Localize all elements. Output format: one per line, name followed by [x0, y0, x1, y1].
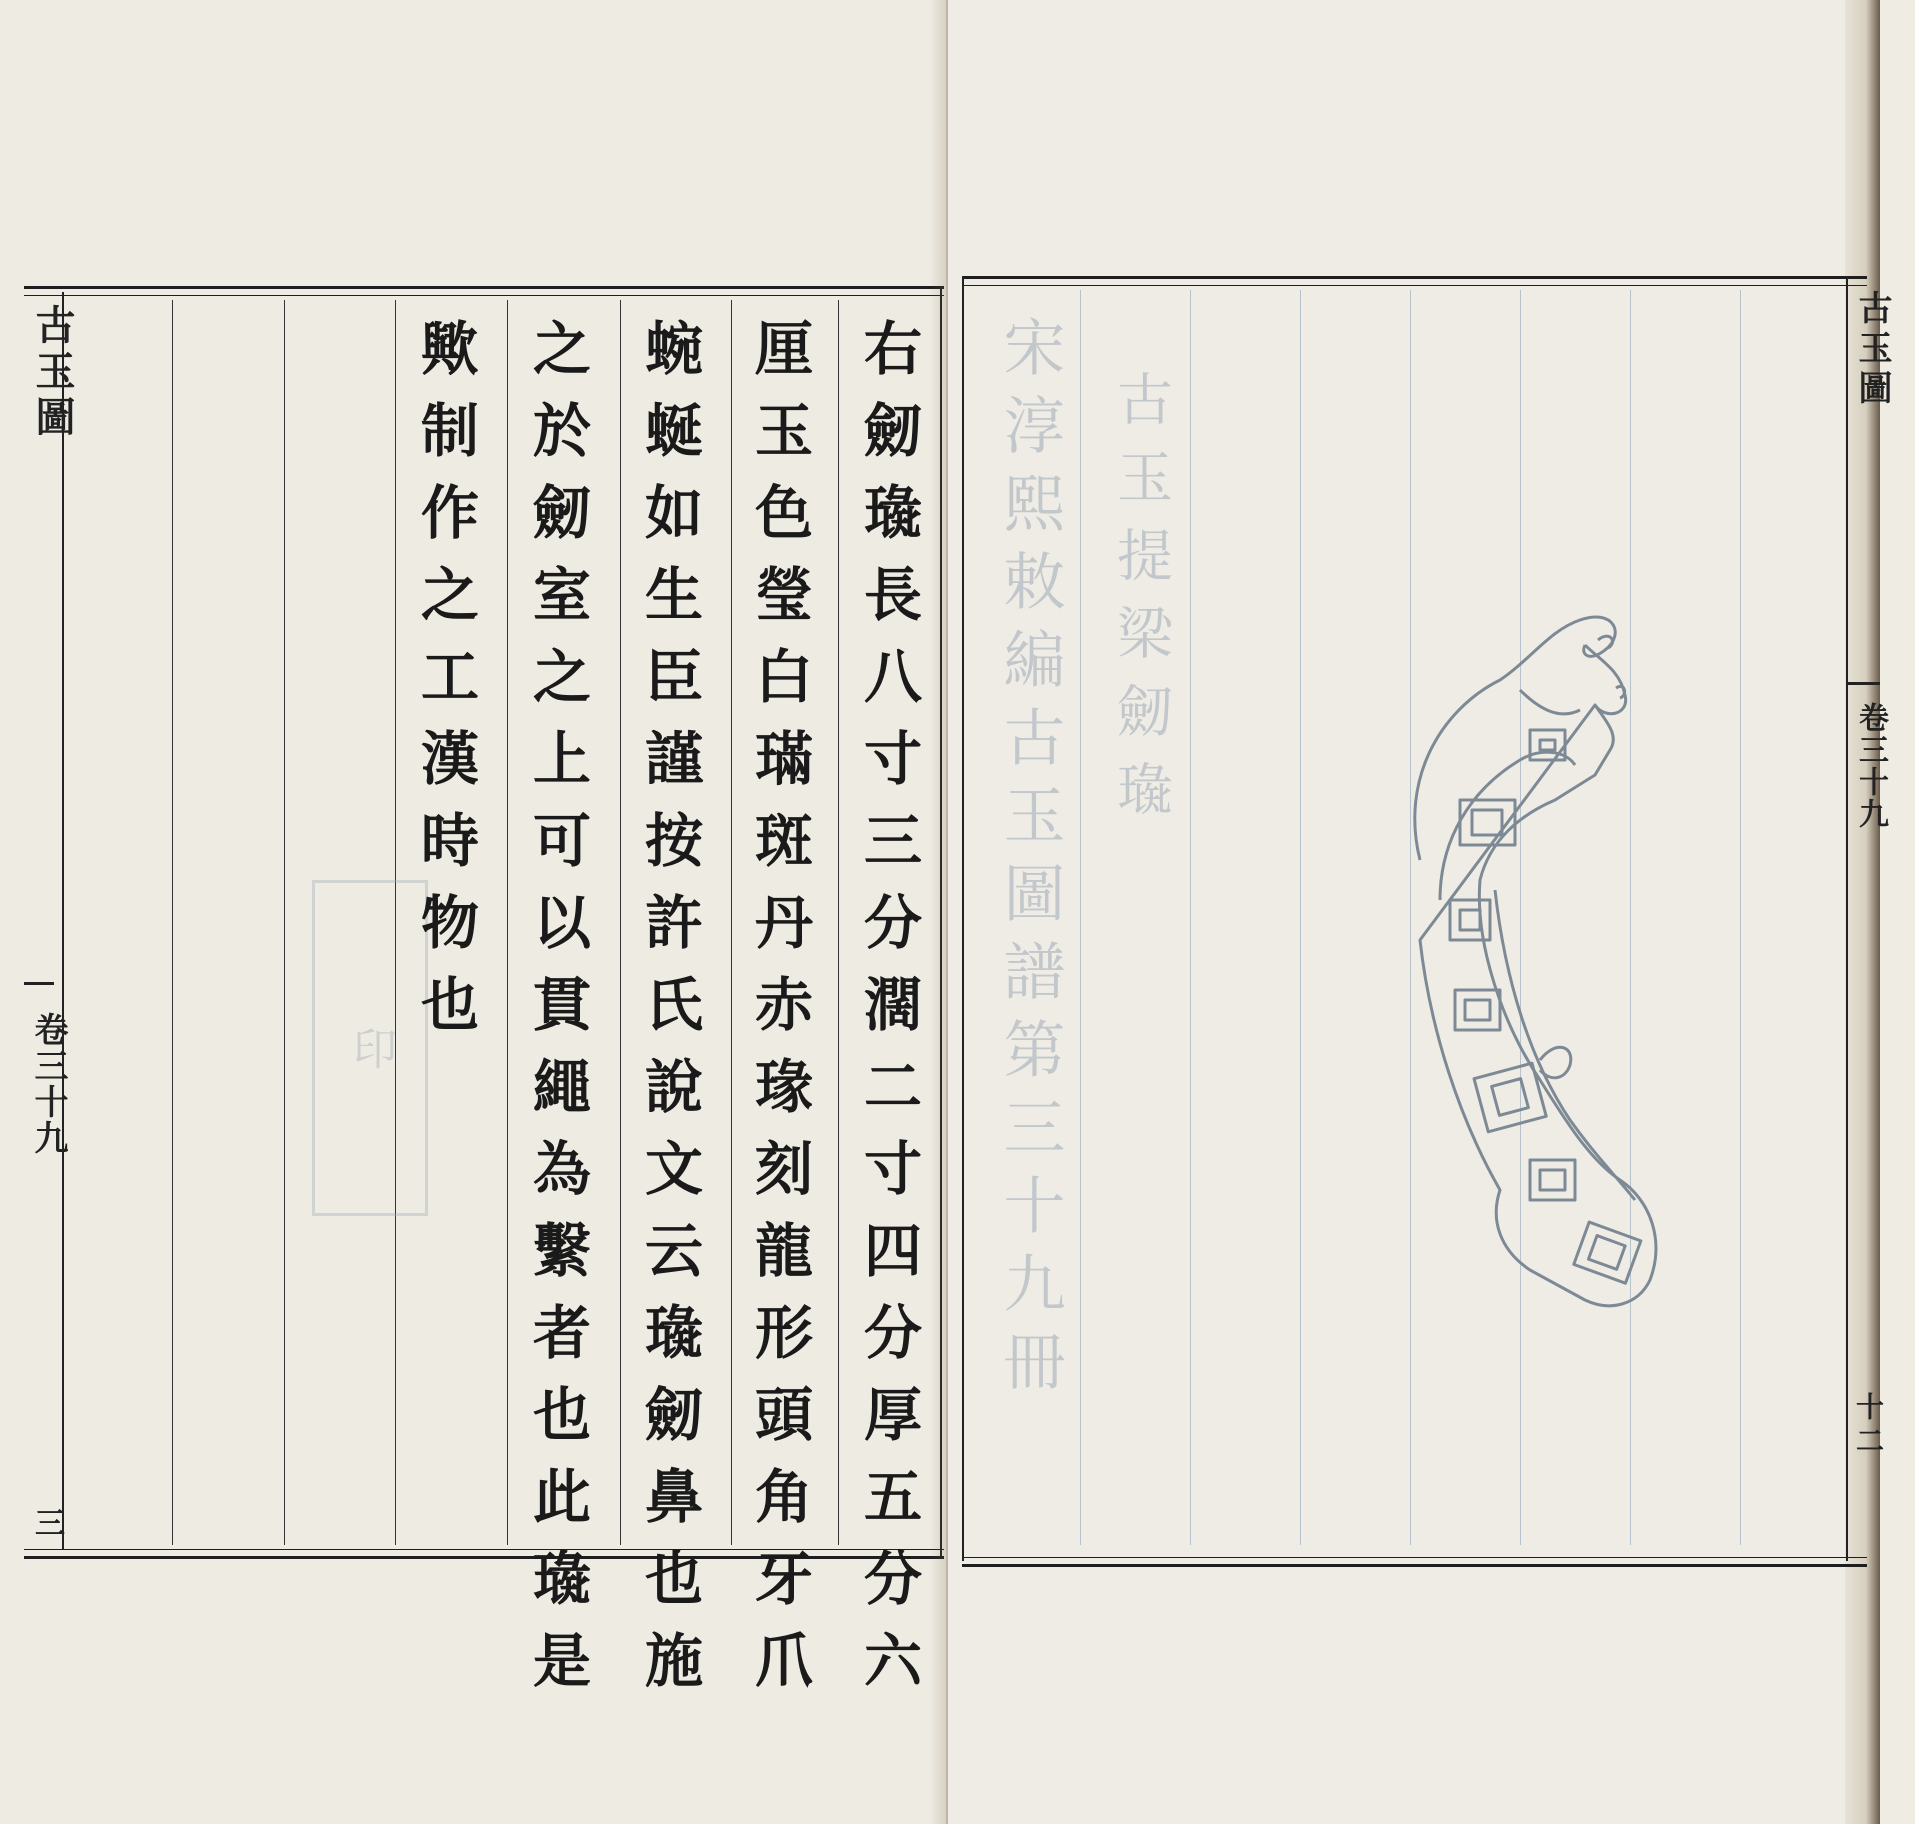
- banxin: [24, 292, 76, 1547]
- banxin-fascicle: 卷三十九: [28, 1012, 68, 1156]
- frame-rule-top: [962, 285, 1867, 286]
- seal-show-through: 印: [312, 880, 428, 1216]
- banxin-title: 古玉圖: [29, 304, 76, 442]
- right-banxin-leaf: 十二: [1852, 1392, 1885, 1460]
- faint-rule: [1190, 290, 1191, 1545]
- left-page: [0, 0, 948, 1824]
- show-through-caption: 古玉提梁劒璏: [1108, 370, 1173, 838]
- text-column-2: 厘玉色瑩白璊斑丹赤瑑刻龍形頭角牙爪: [745, 318, 813, 1712]
- faint-rule: [1300, 290, 1301, 1545]
- fishtail-mark: [24, 982, 54, 1007]
- text-column-3: 蜿蜒如生臣謹按許氏說文云璏劒鼻也施: [635, 318, 703, 1712]
- frame-rule-top: [24, 295, 944, 296]
- right-banxin-fascicle: 卷三十九: [1853, 702, 1888, 830]
- right-banxin: [1848, 282, 1892, 1552]
- text-column-4: 之於劒室之上可以貫繩為繫者也此璏是: [523, 318, 591, 1712]
- column-rule: [172, 300, 173, 1545]
- faint-rule: [1080, 290, 1081, 1545]
- column-rule: [731, 300, 732, 1545]
- frame-side-left: [962, 276, 964, 1561]
- faint-rule: [1740, 290, 1741, 1545]
- column-rule: [284, 300, 285, 1545]
- text-column-1: 右劒璏長八寸三分濶二寸四分厚五分六: [854, 318, 922, 1712]
- text-column-5: 歟制作之工漢時物也: [411, 318, 479, 1056]
- column-rule: [62, 292, 64, 1550]
- show-through-title: 宋淳熙敕編古玉圖譜第三十九冊: [993, 315, 1066, 1407]
- frame-rule-bottom: [962, 1557, 1867, 1558]
- right-banxin-title: 古玉圖: [1852, 290, 1892, 410]
- banxin-leaf: 三: [29, 1507, 64, 1543]
- column-rule: [620, 300, 621, 1545]
- column-rule: [507, 300, 508, 1545]
- column-rule: [838, 300, 839, 1545]
- jade-sword-slide-illustration: [1380, 600, 1680, 1320]
